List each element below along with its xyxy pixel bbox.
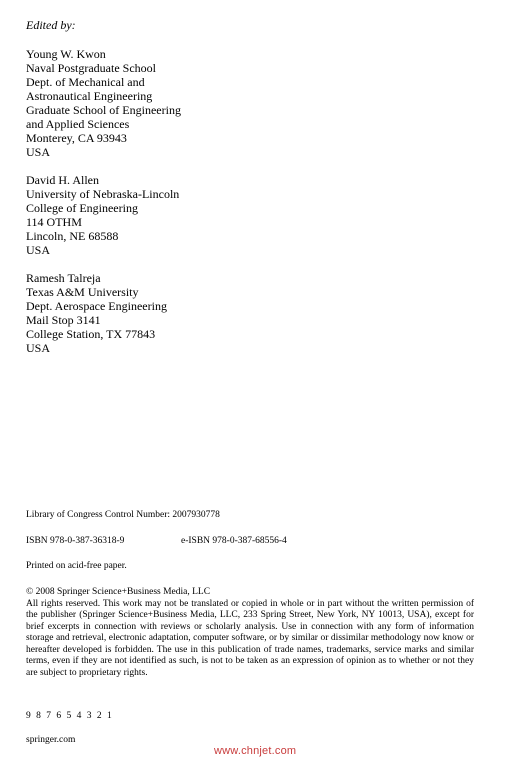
watermark: www.chnjet.com — [214, 745, 297, 757]
editor-country: USA — [26, 243, 51, 257]
copyright-notice: © 2008 Springer Science+Business Media, LLC — [26, 587, 211, 597]
editor-affiliation: Texas A&M University — [26, 285, 139, 299]
editor-country: USA — [26, 341, 51, 355]
e-isbn: e-ISBN 978-0-387-68556-4 — [181, 536, 287, 546]
editor-name: Ramesh Talreja — [26, 271, 101, 285]
editor-mail-stop: Mail Stop 3141 — [26, 313, 101, 327]
printed-on-note: Printed on acid-free paper. — [26, 561, 127, 571]
lccn-line: Library of Congress Control Number: 2007930778 — [26, 510, 220, 520]
printing-line: 9 8 7 6 5 4 3 2 1 — [26, 711, 112, 721]
editor-department: Dept. of Mechanical and — [26, 75, 145, 89]
editor-building: 114 OTHM — [26, 215, 82, 229]
editor-country: USA — [26, 145, 51, 159]
editor-school: and Applied Sciences — [26, 117, 130, 131]
editor-city: College Station, TX 77843 — [26, 327, 156, 341]
editor-department: Dept. Aerospace Engineering — [26, 299, 167, 313]
rights-statement: All rights reserved. This work may not be translated or copied in whole or in part without the written permission of the publisher (Springer Science+Business Media, LLC, 233 Spring Street, New York, NY 10013, USA), except for brief excerpts in connection with reviews or scholarly analysis. Use in connection with any form of information storage and retrieval, electronic adaptation, computer software, or by similar or dissimilar methodology now know or hereafter developed is forbidden. The use in this publication of trade names, trademarks, service marks and similar terms, even if they are not identified as such, is not to be taken as an expression of opinion as to whether or not they are subject to proprietary rights. — [26, 598, 474, 678]
editor-city: Lincoln, NE 68588 — [26, 229, 119, 243]
isbn-row — [26, 536, 496, 548]
publisher-website: springer.com — [26, 735, 76, 745]
isbn: ISBN 978-0-387-36318-9 — [26, 536, 125, 546]
editor-city: Monterey, CA 93943 — [26, 131, 127, 145]
editor-address-kwon — [26, 47, 181, 159]
rights-block — [26, 587, 474, 679]
edited-by-heading: Edited by: — [26, 18, 76, 32]
editor-name: David H. Allen — [26, 173, 99, 187]
editor-affiliation: Naval Postgraduate School — [26, 61, 156, 75]
editor-department: College of Engineering — [26, 201, 138, 215]
editor-address-allen — [26, 173, 179, 257]
editor-school: Graduate School of Engineering — [26, 103, 181, 117]
editor-address-talreja — [26, 271, 167, 355]
editor-department: Astronautical Engineering — [26, 89, 153, 103]
editor-name: Young W. Kwon — [26, 47, 106, 61]
editor-affiliation: University of Nebraska-Lincoln — [26, 187, 180, 201]
